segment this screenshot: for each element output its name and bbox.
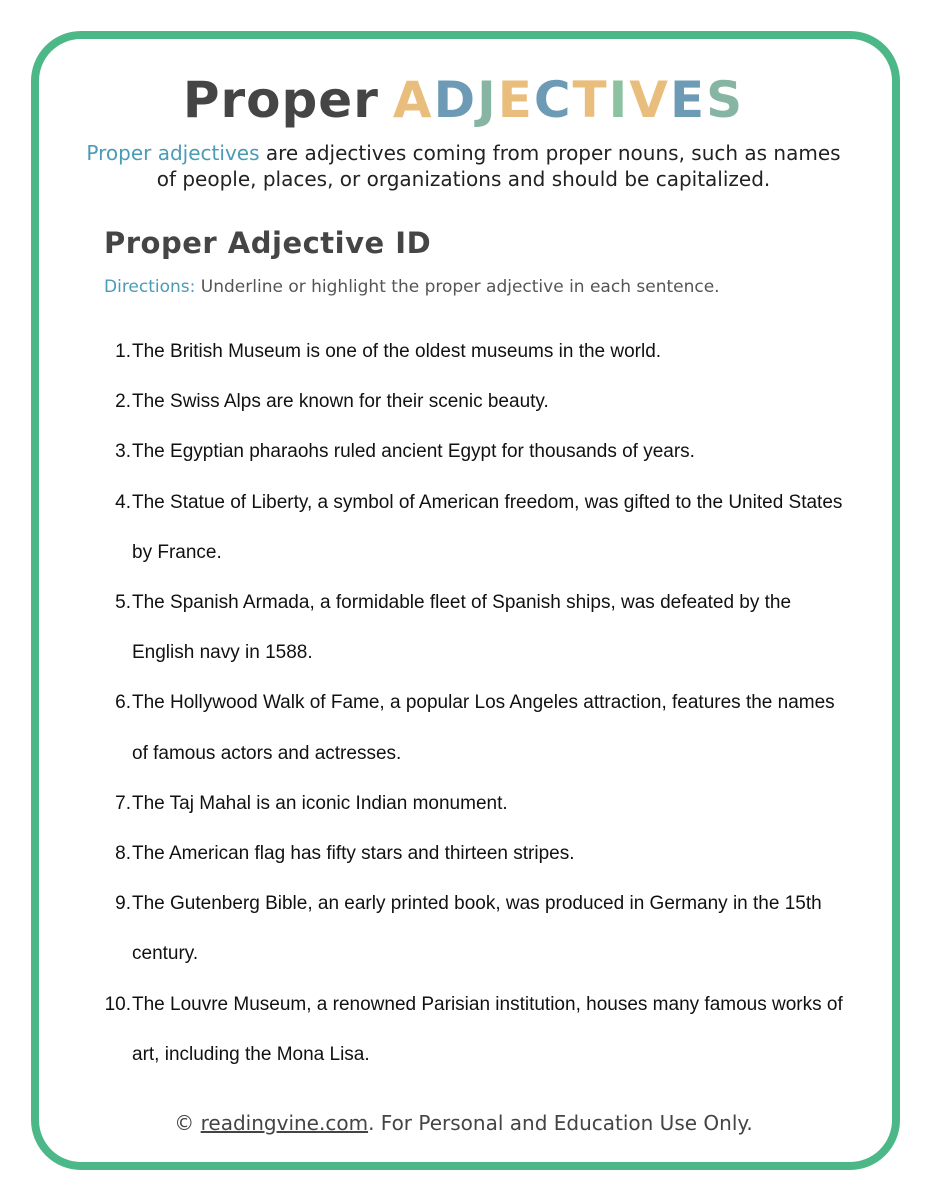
footer-text: . For Personal and Education Use Only.	[368, 1111, 753, 1135]
title-letter: I	[608, 71, 629, 129]
title-letter: T	[572, 71, 608, 129]
title-letter: V	[629, 71, 669, 129]
question-number: 3.	[115, 441, 131, 463]
question-item	[0, 779, 927, 829]
question-text: The Egyptian pharaohs ruled ancient Egypt for thousands of years.	[132, 441, 695, 463]
question-number: 4.	[115, 491, 131, 513]
intro-highlight: Proper adjectives	[86, 141, 260, 165]
question-text: The Louvre Museum, a renowned Parisian institution, houses many famous works of art, including the Mona Lisa.	[132, 993, 843, 1065]
title-word-proper: Proper	[182, 71, 379, 129]
question-item	[0, 478, 927, 578]
question-item	[0, 829, 927, 879]
question-text: The Hollywood Walk of Fame, a popular Los Angeles attraction, features the names of famous actors and actresses.	[132, 692, 835, 764]
worksheet-title	[0, 68, 927, 132]
section-title: Proper Adjective ID	[104, 226, 432, 260]
question-number: 6.	[115, 692, 131, 714]
title-letter: A	[392, 71, 433, 129]
question-number: 5.	[115, 592, 131, 614]
title-word-adjectives	[393, 71, 744, 129]
question-item	[0, 578, 927, 678]
question-number: 8.	[115, 843, 131, 865]
question-item	[0, 678, 927, 778]
question-text: The Spanish Armada, a formidable fleet of Spanish ships, was defeated by the English navy in 1588.	[132, 592, 792, 664]
intro-text: are adjectives coming from proper nouns, such as names of people, places, or organizations and should be capitalized.	[156, 141, 841, 191]
title-letter: E	[497, 71, 533, 129]
question-list	[0, 327, 927, 1080]
question-number: 9.	[115, 893, 131, 915]
question-text: The British Museum is one of the oldest museums in the world.	[132, 341, 662, 362]
directions-text: Underline or highlight the proper adjective in each sentence.	[195, 277, 720, 297]
question-text: The Swiss Alps are known for their scenic beauty.	[132, 391, 549, 413]
title-letter: S	[706, 71, 744, 129]
footer	[0, 1108, 927, 1138]
question-number: 7.	[115, 792, 131, 814]
title-letter: J	[477, 71, 497, 129]
question-item	[0, 879, 927, 979]
directions	[104, 275, 720, 299]
title-letter: D	[433, 71, 477, 129]
question-text: The American flag has fifty stars and thirteen stripes.	[132, 843, 575, 865]
question-text: The Statue of Liberty, a symbol of American freedom, was gifted to the United States by France.	[132, 491, 843, 563]
intro-definition	[80, 140, 847, 192]
title-letter: E	[669, 71, 706, 129]
directions-label: Directions:	[104, 277, 196, 297]
question-number: 10.	[104, 993, 131, 1015]
question-text: The Gutenberg Bible, an early printed book, was produced in Germany in the 15th century.	[132, 893, 822, 965]
question-number: 1.	[115, 341, 131, 362]
copyright-symbol: ©	[174, 1111, 201, 1135]
question-number: 2.	[115, 391, 131, 413]
question-item	[0, 980, 927, 1080]
question-text: The Taj Mahal is an iconic Indian monument.	[132, 792, 508, 814]
footer-site-link[interactable]: readingvine.com	[200, 1111, 369, 1135]
question-item	[0, 377, 927, 427]
question-item	[0, 427, 927, 477]
question-item	[0, 327, 927, 377]
title-letter: C	[533, 71, 572, 129]
